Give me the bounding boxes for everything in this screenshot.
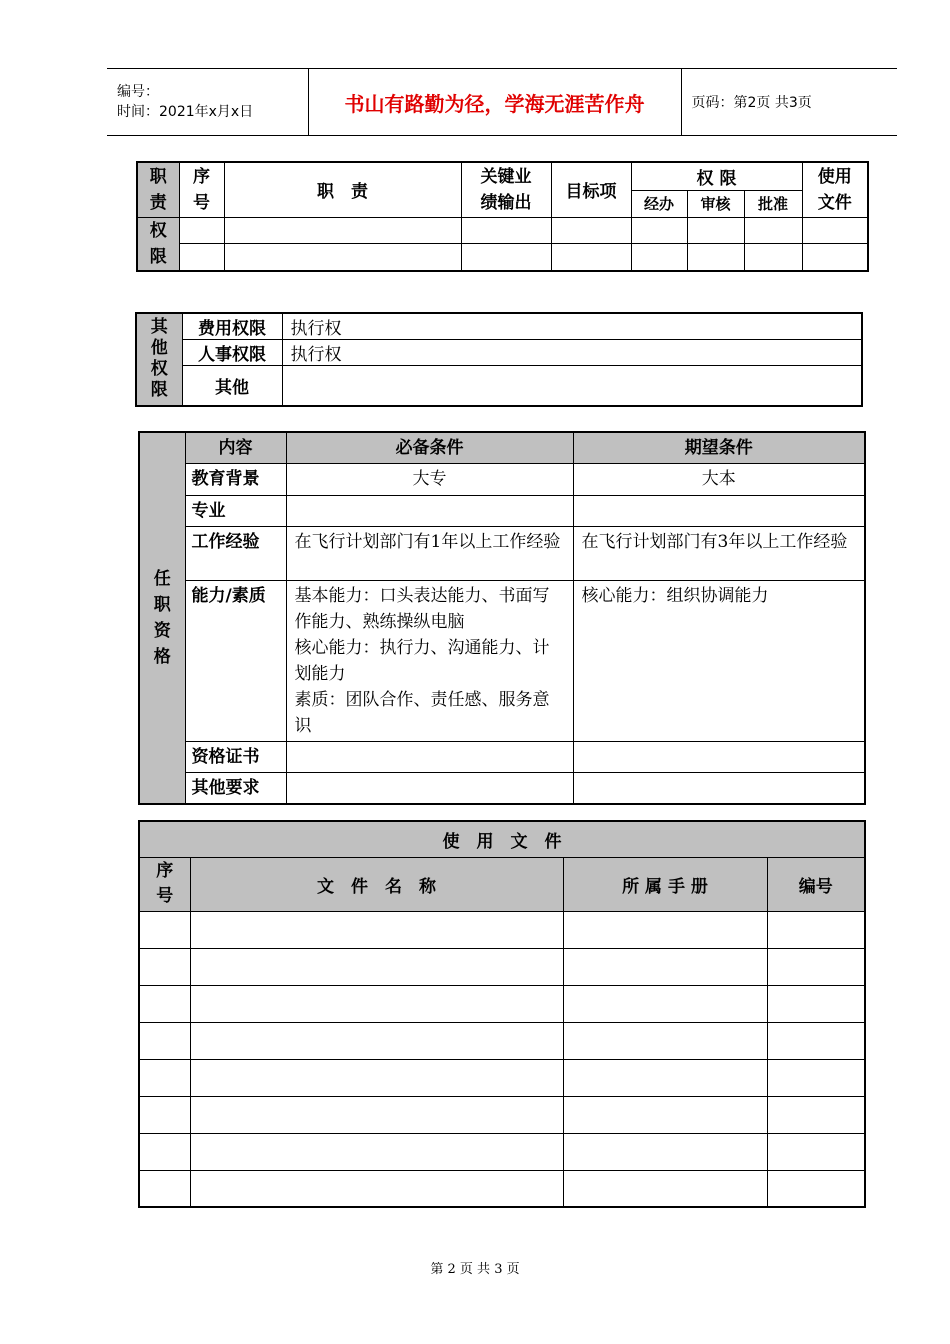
education-label: 教育背景	[185, 463, 286, 495]
col-doc-manual: 所 属 手 册	[563, 857, 767, 911]
page-indicator: 页码：第2页 共3页	[681, 69, 897, 136]
page-footer: 第 2 页 共 3 页	[430, 1262, 520, 1277]
qualifications-table	[138, 431, 866, 805]
page-header	[107, 68, 897, 136]
cell	[190, 1059, 563, 1096]
table-row	[139, 985, 865, 1022]
cell	[767, 948, 865, 985]
table-row	[139, 1170, 865, 1207]
cell	[563, 1170, 767, 1207]
cell	[767, 1059, 865, 1096]
ability-expected: 核心能力：组织协调能力	[573, 580, 865, 741]
experience-expected: 在飞行计划部门有3年以上工作经验	[573, 526, 865, 580]
sub-col-approve: 批准	[744, 190, 802, 217]
cell	[687, 217, 744, 244]
header-left	[107, 69, 308, 136]
duties-authority-table	[136, 161, 869, 272]
documents-title: 使 用 文 件	[139, 821, 865, 857]
cell	[687, 244, 744, 271]
cell	[767, 911, 865, 948]
cell	[224, 244, 461, 271]
cell	[190, 948, 563, 985]
col-key-output: 关键业 绩输出	[461, 162, 551, 217]
table-row	[139, 1133, 865, 1170]
col-docs: 使用 文件	[802, 162, 868, 217]
cell	[551, 217, 631, 244]
header-content: 内容	[185, 432, 286, 463]
cell	[767, 1096, 865, 1133]
personnel-authority-value: 执行权	[282, 340, 862, 366]
header-expected: 期望条件	[573, 432, 865, 463]
cell	[190, 1170, 563, 1207]
cell	[179, 244, 224, 271]
table-row	[139, 1022, 865, 1059]
header-required: 必备条件	[286, 432, 573, 463]
other-authority-table	[135, 312, 863, 407]
cell	[563, 1096, 767, 1133]
major-label: 专业	[185, 495, 286, 526]
cell	[190, 1096, 563, 1133]
cell	[563, 1022, 767, 1059]
cell	[190, 911, 563, 948]
section-label-other-authority: 其 他 权 限	[136, 313, 182, 406]
documents-table	[138, 820, 866, 1208]
cell	[139, 985, 190, 1022]
time-label: 时间：2021年x月x日	[117, 104, 254, 120]
table-row	[139, 1096, 865, 1133]
cell	[563, 985, 767, 1022]
cell	[802, 217, 868, 244]
table-row	[139, 1059, 865, 1096]
cell	[631, 217, 687, 244]
cell	[744, 217, 802, 244]
col-doc-name: 文 件 名 称	[190, 857, 563, 911]
cell	[179, 217, 224, 244]
col-duty: 职 责	[224, 162, 461, 217]
core-ability: 核心能力：执行力、沟通能力、计划能力	[294, 637, 550, 684]
basic-ability: 基本能力：口头表达能力、书面写作能力、熟练操纵电脑	[294, 585, 550, 632]
cell	[802, 244, 868, 271]
col-seq: 序 号	[179, 162, 224, 217]
cell	[139, 911, 190, 948]
certificate-required	[286, 741, 573, 772]
section-label-authority: 权 限	[137, 217, 179, 271]
col-doc-number: 编号	[767, 857, 865, 911]
other-value	[282, 366, 862, 406]
table-row	[139, 911, 865, 948]
ability-label: 能力/素质	[185, 580, 286, 741]
cell	[563, 911, 767, 948]
other-requirements-label: 其他要求	[185, 772, 286, 804]
experience-required: 在飞行计划部门有1年以上工作经验	[286, 526, 573, 580]
certificate-expected	[573, 741, 865, 772]
sub-col-handle: 经办	[631, 190, 687, 217]
col-doc-seq: 序 号	[139, 857, 190, 911]
section-label-duties: 职 责	[137, 162, 179, 217]
education-required: 大专	[286, 463, 573, 495]
cell	[563, 948, 767, 985]
cell	[139, 1022, 190, 1059]
cell	[767, 1170, 865, 1207]
col-target: 目标项	[551, 162, 631, 217]
cell	[563, 1059, 767, 1096]
cell	[139, 1170, 190, 1207]
cell	[767, 1022, 865, 1059]
cell	[744, 244, 802, 271]
expense-authority-value: 执行权	[282, 313, 862, 340]
major-required	[286, 495, 573, 526]
cell	[139, 948, 190, 985]
cell	[563, 1133, 767, 1170]
other-requirements-required	[286, 772, 573, 804]
motto: 书山有路勤为径，学海无涯苦作舟	[308, 69, 681, 136]
cell	[631, 244, 687, 271]
other-label: 其他	[182, 366, 282, 406]
expense-authority-label: 费用权限	[182, 313, 282, 340]
cell	[767, 985, 865, 1022]
certificate-label: 资格证书	[185, 741, 286, 772]
cell	[139, 1096, 190, 1133]
cell	[224, 217, 461, 244]
cell	[551, 244, 631, 271]
cell	[767, 1133, 865, 1170]
cell	[139, 1133, 190, 1170]
personnel-authority-label: 人事权限	[182, 340, 282, 366]
cell	[139, 1059, 190, 1096]
section-label-qualifications: 任 职 资 格	[139, 432, 185, 804]
col-authority: 权 限	[631, 162, 802, 190]
cell	[190, 1133, 563, 1170]
cell	[461, 217, 551, 244]
other-requirements-expected	[573, 772, 865, 804]
education-expected: 大本	[573, 463, 865, 495]
experience-label: 工作经验	[185, 526, 286, 580]
major-expected	[573, 495, 865, 526]
doc-number-label: 编号：	[117, 84, 159, 100]
table-row	[139, 948, 865, 985]
ability-required	[286, 580, 573, 741]
sub-col-review: 审核	[687, 190, 744, 217]
cell	[461, 244, 551, 271]
quality: 素质：团队合作、责任感、服务意识	[294, 689, 550, 736]
cell	[190, 985, 563, 1022]
cell	[190, 1022, 563, 1059]
